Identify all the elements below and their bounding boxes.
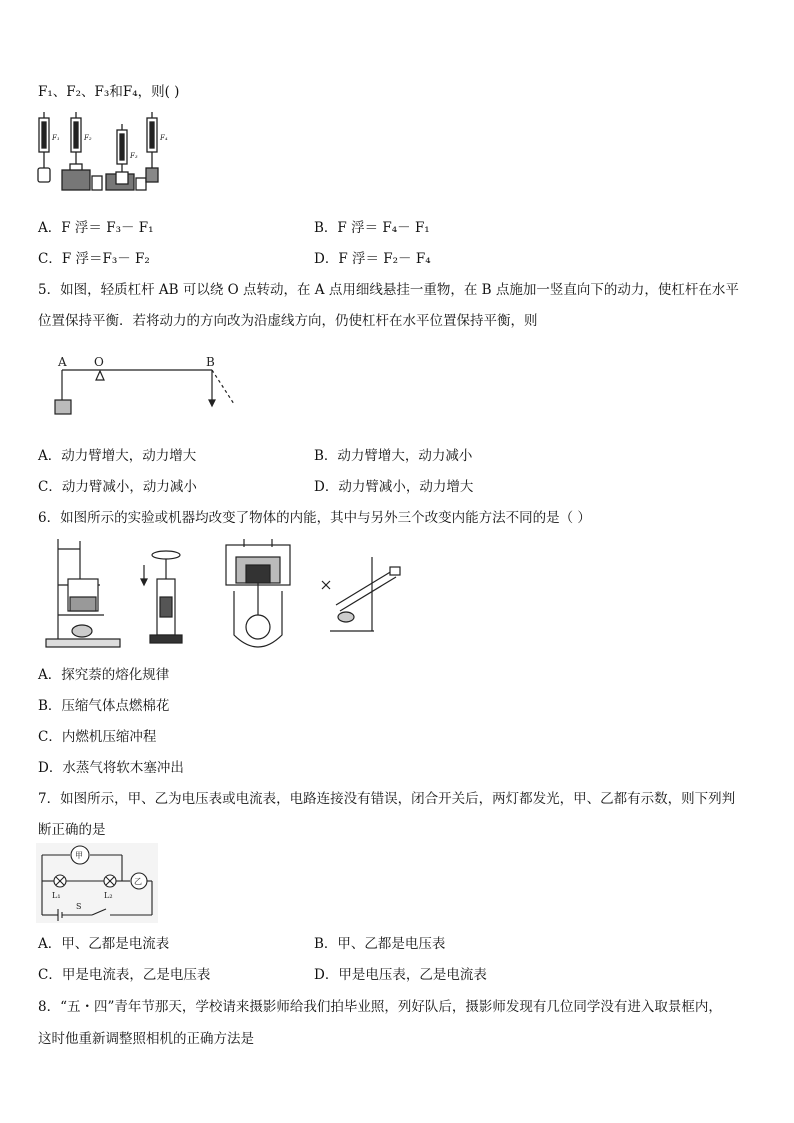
q6-option-c: C．内燃机压缩冲程 [38,729,157,745]
q7-option-b: B．甲、乙都是电压表 [314,936,446,952]
label-yi: 乙 [134,877,142,886]
label-f3: F₃ [130,152,138,160]
label-s: S [76,902,82,911]
q4-option-d: D．F 浮＝ F₂－ F₄ [314,251,431,267]
q5-option-a: A．动力臂增大，动力增大 [38,448,197,464]
q5-option-b: B．动力臂增大，动力减小 [314,448,473,464]
q5-option-c: C．动力臂减小，动力减小 [38,479,197,495]
q6-option-b: B．压缩气体点燃棉花 [38,698,170,714]
label-f4: F₄ [160,134,168,142]
internal-energy-figures [40,535,420,660]
q4-option-a: A．F 浮＝ F₃－ F₁ [38,220,154,236]
q7-stem-line2: 断正确的是 [38,822,106,838]
q4-option-c: C．F 浮＝F₃－ F₂ [38,251,150,267]
q6-option-d: D．水蒸气将软木塞冲出 [38,760,184,776]
q5-option-d: D．动力臂减小，动力增大 [314,479,474,495]
q5-stem-line2: 位置保持平衡．若将动力的方向改为沿虚线方向，仍使杠杆在水平位置保持平衡，则 [38,313,538,329]
label-f1: F₁ [52,134,60,142]
lever-figure [50,350,250,420]
q5-stem-line1: 5．如图，轻质杠杆 AB 可以绕 O 点转动，在 A 点用细线悬挂一重物，在 B 点施加一竖直向下的动力，使杠杆在水平 [38,282,739,298]
circuit-figure [36,843,158,923]
q4-option-b: B．F 浮＝ F₄－ F₁ [314,220,430,236]
q6-option-a: A．探究萘的熔化规律 [38,667,170,683]
label-l2: L₂ [104,891,113,900]
q4-stem: F₁、F₂、F₃和F₄，则( ) [38,84,180,100]
label-f2: F₂ [84,134,92,142]
q8-stem-line1: 8．“五・四”青年节那天，学校请来摄影师给我们拍毕业照，列好队后，摄影师发现有几位同学没有进入取景框内， [38,999,722,1015]
q7-stem-line1: 7．如图所示，甲、乙为电压表或电流表，电路连接没有错误，闭合开关后，两灯都发光，甲、乙都有示数，则下列判 [38,791,736,807]
label-a: A [58,355,67,369]
label-l1: L₁ [52,891,61,900]
label-jia: 甲 [75,851,83,860]
label-o: O [94,355,104,369]
q8-stem-line2: 这时他重新调整照相机的正确方法是 [38,1031,254,1047]
label-b: B [206,355,215,369]
spring-scales-figure [34,110,194,192]
q6-stem: 6．如图所示的实验或机器均改变了物体的内能，其中与另外三个改变内能方法不同的是（ ） [38,510,591,526]
q7-option-a: A．甲、乙都是电流表 [38,936,170,952]
q7-option-c: C．甲是电流表，乙是电压表 [38,967,211,983]
q7-option-d: D．甲是电压表，乙是电流表 [314,967,487,983]
